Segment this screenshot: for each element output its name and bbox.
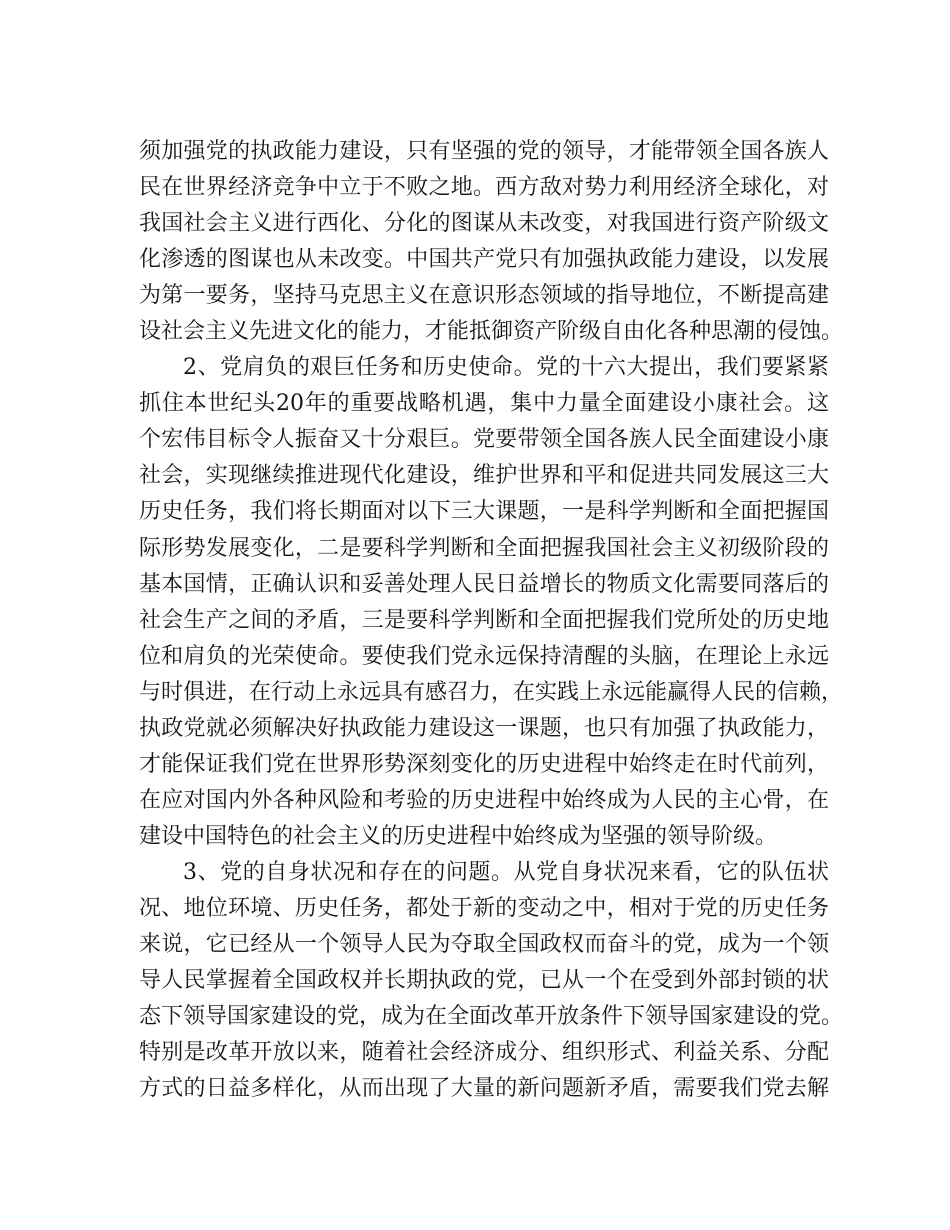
text-line: 历史任务，我们将长期面对以下三大课题，一是科学判断和全面把握国 (139, 499, 829, 525)
body-text (139, 134, 844, 1107)
text-line: 化渗透的图谋也从未改变。中国共产党只有加强执政能力建设，以发展 (139, 247, 829, 273)
text-line: 为第一要务，坚持马克思主义在意识形态领域的指导地位，不断提高建 (139, 283, 829, 309)
text-line: 社会，实现继续推进现代化建设，维护世界和平和促进共同发展这三大 (139, 463, 829, 489)
text-line: 在应对国内外各种风险和考验的历史进程中始终成为人民的主心骨，在 (139, 787, 829, 813)
text-line: 社会生产之间的矛盾，三是要科学判断和全面把握我们党所处的历史地 (139, 607, 829, 633)
text-line: 际形势发展变化，二是要科学判断和全面把握我国社会主义初级阶段的 (139, 535, 829, 561)
text-line: 个宏伟目标令人振奋又十分艰巨。党要带领全国各族人民全面建设小康 (139, 427, 829, 453)
text-line: 抓住本世纪头20年的重要战略机遇，集中力量全面建设小康社会。这 (139, 391, 829, 417)
text-line: 我国社会主义进行西化、分化的图谋从未改变，对我国进行资产阶级文 (139, 211, 829, 237)
text-line: 须加强党的执政能力建设，只有坚强的党的领导，才能带领全国各族人 (139, 139, 829, 164)
text-line: 方式的日益多样化，从而出现了大量的新问题新矛盾，需要我们党去解 (139, 1076, 829, 1102)
text-line: 来说，它已经从一个领导人民为夺取全国政权而奋斗的党，成为一个领 (139, 932, 829, 958)
text-line: 位和肩负的光荣使命。要使我们党永远保持清醒的头脑，在理论上永远 (139, 643, 829, 669)
text-line: 导人民掌握着全国政权并长期执政的党，已从一个在受到外部封锁的状 (139, 968, 829, 994)
text-line: 设社会主义先进文化的能力，才能抵御资产阶级自由化各种思潮的侵蚀。 (139, 319, 844, 345)
text-line: 2、党肩负的艰巨任务和历史使命。党的十六大提出，我们要紧紧 (183, 355, 829, 381)
text-line: 特别是改革开放以来，随着社会经济成分、组织形式、利益关系、分配 (139, 1040, 829, 1066)
text-line: 才能保证我们党在世界形势深刻变化的历史进程中始终走在时代前列， (139, 751, 829, 777)
text-line: 建设中国特色的社会主义的历史进程中始终成为坚强的领导阶级。 (139, 823, 778, 849)
text-line: 与时俱进，在行动上永远具有感召力，在实践上永远能赢得人民的信赖， (139, 679, 844, 705)
text-line: 基本国情，正确认识和妥善处理人民日益增长的物质文化需要同落后的 (139, 571, 829, 597)
text-line: 执政党就必须解决好执政能力建设这一课题，也只有加强了执政能力， (139, 715, 829, 741)
text-line: 3、党的自身状况和存在的问题。从党自身状况来看，它的队伍状 (183, 859, 829, 885)
text-line: 民在世界经济竞争中立于不败之地。西方敌对势力利用经济全球化，对 (139, 175, 829, 201)
text-line: 况、地位环境、历史任务，都处于新的变动之中，相对于党的历史任务 (139, 895, 829, 921)
text-line: 态下领导国家建设的党，成为在全面改革开放条件下领导国家建设的党。 (139, 1004, 844, 1030)
